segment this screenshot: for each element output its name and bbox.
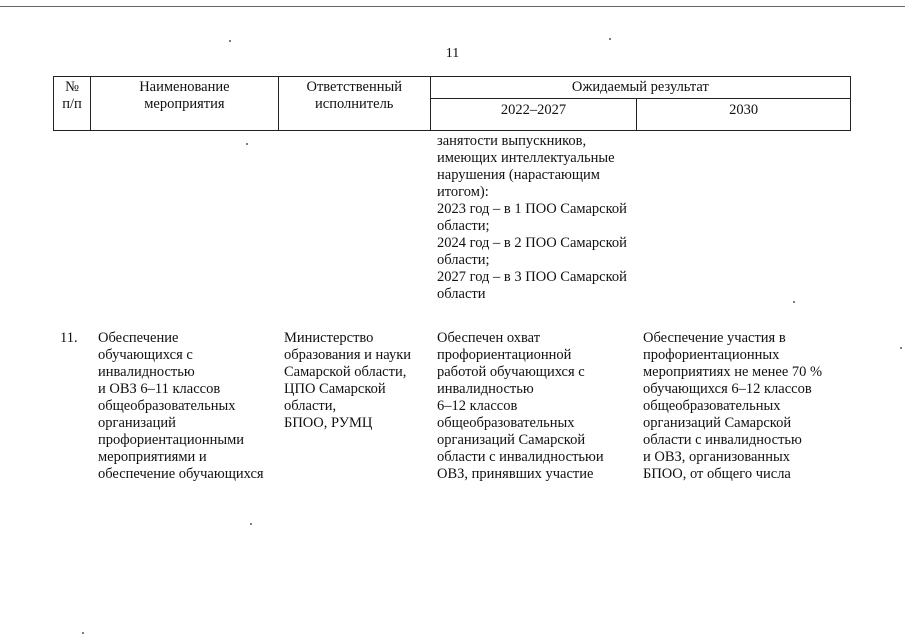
scan-speck bbox=[246, 143, 248, 145]
top-rule bbox=[0, 6, 905, 7]
scan-speck bbox=[229, 40, 231, 42]
row-11-executor: Министерство образования и науки Самарской области, ЦПО Самарской области, БПОО, РУМЦ bbox=[284, 330, 412, 431]
header-expected-result: Ожидаемый результат bbox=[430, 77, 850, 99]
table-header bbox=[53, 76, 851, 131]
row-11-result-2022-2027: Обеспечен охват профориентационной работой обучающихся с инвалидностью 6–12 классов общеобразовательных организаций Самарской области с инвалидностьюи ОВЗ, принявших участие bbox=[437, 330, 604, 482]
scan-speck bbox=[609, 38, 611, 40]
header-name: Наименование мероприятия bbox=[90, 77, 278, 131]
continuation-result-2022-2027: занятости выпускников, имеющих интеллектуальные нарушения (нарастающим итогом): 2023 год – в 1 ПОО Самарской области; 2024 год – в 2 ПОО Самарской области; 2027 год – в 3 ПОО Самарской области bbox=[437, 133, 627, 302]
header-period-2030: 2030 bbox=[637, 99, 851, 131]
row-11-name: Обеспечение обучающихся с инвалидностью и ОВЗ 6–11 классов общеобразовательных организаций профориентационными мероприятиями и обеспечение обучающихся bbox=[98, 330, 264, 482]
scan-speck bbox=[82, 632, 84, 634]
header-period-2022-2027: 2022–2027 bbox=[430, 99, 637, 131]
scan-speck bbox=[793, 301, 795, 303]
scan-speck bbox=[900, 347, 902, 349]
header-number: № п/п bbox=[54, 77, 91, 131]
header-executor: Ответственный исполнитель bbox=[278, 77, 430, 131]
row-11-result-2030: Обеспечение участия в профориентационных мероприятиях не менее 70 % обучающихся 6–12 классов общеобразовательных организаций Самарской области с инвалидностью и ОВЗ, организованных БПОО, от общего числа bbox=[643, 330, 823, 482]
scan-speck bbox=[250, 523, 252, 525]
row-11-number: 11. bbox=[60, 330, 78, 346]
page-number: 11 bbox=[445, 46, 460, 61]
